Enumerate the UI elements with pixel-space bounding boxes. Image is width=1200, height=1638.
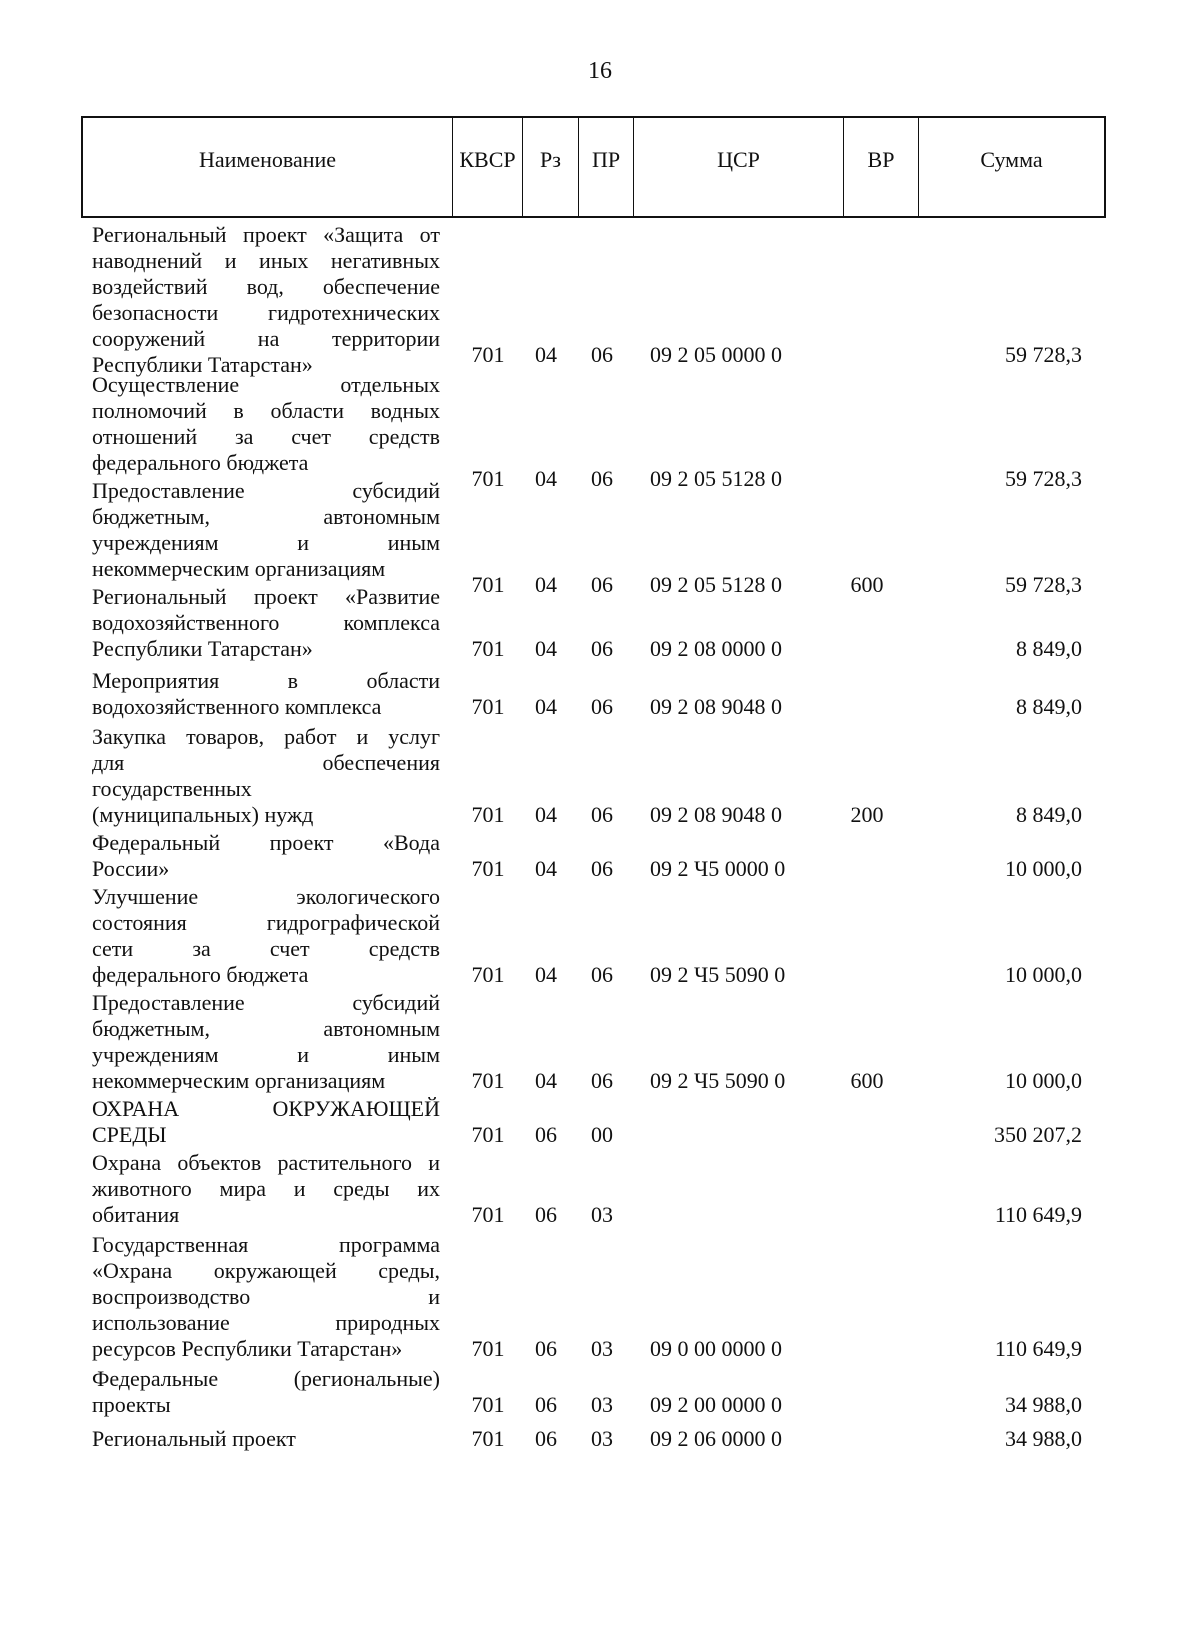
row-name-line: Республики Татарстан» [92,352,313,377]
header-name: Наименование [83,118,453,216]
row-csr: 09 2 Ч5 5090 0 [650,962,786,987]
row-name-line: Закупка товаров, работ и услуг [92,724,440,749]
row-name-line: федерального бюджета [92,450,309,475]
row-csr: 09 2 Ч5 0000 0 [650,856,786,881]
header-csr: ЦСР [634,118,844,216]
row-sum: 10 000,0 [1005,1068,1082,1093]
row-kvsr: 701 [471,1336,505,1361]
row-sum: 110 649,9 [994,1202,1082,1227]
row-pr: 06 [591,694,613,719]
row-name-line: государственных [92,776,252,801]
row-name [92,884,440,988]
row-name-line: федерального бюджета [92,962,309,987]
row-pr: 03 [591,1336,613,1361]
row-name-line: Охрана объектов растительного и [92,1150,440,1175]
row-kvsr: 701 [471,856,505,881]
row-kvsr: 701 [471,636,505,661]
table-row [0,884,1200,988]
row-pr: 03 [591,1426,613,1451]
row-name-line: воздействий вод, обеспечение [92,274,440,299]
row-rz: 04 [535,466,557,491]
row-name-line: некоммерческим организациям [92,556,386,581]
row-vr: 600 [850,572,884,597]
row-pr: 03 [591,1392,613,1417]
row-pr: 06 [591,572,613,597]
row-name-line: сети за счет средств [92,936,440,961]
row-rz: 04 [535,694,557,719]
row-csr: 09 2 05 5128 0 [650,572,782,597]
row-name-line: водохозяйственного комплекса [92,694,382,719]
table-row [0,830,1200,882]
row-name-line: учреждениям и иным [92,530,440,555]
row-pr: 06 [591,962,613,987]
row-sum: 59 728,3 [1005,466,1082,491]
row-sum: 59 728,3 [1005,342,1082,367]
row-csr: 09 2 05 0000 0 [650,342,782,367]
row-name [92,830,440,882]
row-pr: 06 [591,802,613,827]
row-name-line: обитания [92,1202,180,1227]
row-name-line: бюджетным, автономным [92,504,440,529]
row-name-line: Федеральные (региональные) [92,1366,440,1391]
row-kvsr: 701 [471,342,505,367]
table-row [0,668,1200,720]
row-sum: 8 849,0 [1016,802,1082,827]
row-name-line: воспроизводство и [92,1284,440,1309]
row-kvsr: 701 [471,802,505,827]
row-name-line: бюджетным, автономным [92,1016,440,1041]
row-pr: 00 [591,1122,613,1147]
header-rz: Рз [523,118,579,216]
row-name [92,1232,440,1362]
row-name-line: Региональный проект [92,1426,296,1451]
row-rz: 04 [535,572,557,597]
row-name-line: Осуществление отдельных [92,372,440,397]
row-name-line: сооружений на территории [92,326,440,351]
table-row [0,478,1200,598]
row-name [92,478,440,598]
row-pr: 06 [591,466,613,491]
row-rz: 04 [535,962,557,987]
row-name [92,222,440,377]
row-name [92,372,440,492]
row-name-line: использование природных [92,1310,440,1335]
row-kvsr: 701 [471,962,505,987]
header-kvsr: КВСР [453,118,523,216]
row-rz: 04 [535,1068,557,1093]
row-name-line: наводнений и иных негативных [92,248,440,273]
header-pr: ПР [579,118,634,216]
table-row [0,1426,1200,1452]
row-name [92,1096,440,1148]
row-kvsr: 701 [471,572,505,597]
row-kvsr: 701 [471,694,505,719]
row-sum: 350 207,2 [994,1122,1082,1147]
row-name-line: России» [92,856,170,881]
table-row [0,1150,1200,1228]
row-name-line: Региональный проект «Защита от [92,222,440,247]
row-name-line: Предоставление субсидий [92,990,440,1015]
row-vr: 200 [850,802,884,827]
row-rz: 06 [535,1202,557,1227]
row-kvsr: 701 [471,1392,505,1417]
row-pr: 06 [591,342,613,367]
table-row [0,724,1200,828]
row-sum: 59 728,3 [1005,572,1082,597]
row-pr: 03 [591,1202,613,1227]
row-kvsr: 701 [471,1122,505,1147]
row-name [92,1150,440,1228]
row-rz: 06 [535,1336,557,1361]
row-csr: 09 2 08 9048 0 [650,694,782,719]
row-name-line: безопасности гидротехнических [92,300,440,325]
table-row [0,1366,1200,1418]
row-name-line: состояния гидрографической [92,910,440,935]
row-rz: 04 [535,802,557,827]
row-name [92,1366,440,1418]
row-pr: 06 [591,856,613,881]
row-name-line: Республики Татарстан» [92,636,313,661]
row-name-line: ОХРАНА ОКРУЖАЮЩЕЙ [92,1096,440,1121]
table-row [0,222,1200,377]
row-csr: 09 2 08 0000 0 [650,636,782,661]
row-name-line: отношений за счет средств [92,424,440,449]
row-kvsr: 701 [471,1426,505,1451]
row-name-line: Региональный проект «Развитие [92,584,440,609]
row-name-line: «Охрана окружающей среды, [92,1258,440,1283]
row-rz: 06 [535,1426,557,1451]
row-name-line: Улучшение экологического [92,884,440,909]
row-name-line: для обеспечения [92,750,440,775]
row-name-line: СРЕДЫ [92,1122,167,1147]
row-vr: 600 [850,1068,884,1093]
row-rz: 06 [535,1392,557,1417]
row-name-line: Предоставление субсидий [92,478,440,503]
row-name [92,1426,440,1452]
table-row [0,1096,1200,1148]
row-rz: 04 [535,636,557,661]
row-sum: 8 849,0 [1016,694,1082,719]
row-csr: 09 2 08 9048 0 [650,802,782,827]
row-csr: 09 2 00 0000 0 [650,1392,782,1417]
row-sum: 10 000,0 [1005,962,1082,987]
row-csr: 09 2 06 0000 0 [650,1426,782,1451]
row-name-line: Государственная программа [92,1232,440,1257]
row-rz: 06 [535,1122,557,1147]
row-kvsr: 701 [471,466,505,491]
row-csr: 09 0 00 0000 0 [650,1336,782,1361]
row-name [92,584,440,662]
row-rz: 04 [535,342,557,367]
row-name-line: Федеральный проект «Вода [92,830,440,855]
row-name [92,724,440,828]
row-name-line: Мероприятия в области [92,668,440,693]
row-pr: 06 [591,1068,613,1093]
row-sum: 34 988,0 [1005,1426,1082,1451]
row-name-line: (муниципальных) нужд [92,802,314,827]
table-row [0,990,1200,1094]
table-row [0,372,1200,492]
table-header [81,116,1106,218]
row-name-line: полномочий в области водных [92,398,440,423]
row-sum: 110 649,9 [994,1336,1082,1361]
row-kvsr: 701 [471,1202,505,1227]
table-row [0,1232,1200,1362]
row-sum: 10 000,0 [1005,856,1082,881]
table-row [0,584,1200,662]
row-name-line: водохозяйственного комплекса [92,610,440,635]
row-sum: 8 849,0 [1016,636,1082,661]
row-name [92,668,440,720]
row-name-line: животного мира и среды их [92,1176,440,1201]
row-kvsr: 701 [471,1068,505,1093]
row-csr: 09 2 Ч5 5090 0 [650,1068,786,1093]
row-pr: 06 [591,636,613,661]
row-name-line: ресурсов Республики Татарстан» [92,1336,403,1361]
row-name-line: проекты [92,1392,171,1417]
row-name-line: некоммерческим организациям [92,1068,386,1093]
header-vr: ВР [844,118,919,216]
row-csr: 09 2 05 5128 0 [650,466,782,491]
row-name [92,990,440,1094]
row-name-line: учреждениям и иным [92,1042,440,1067]
row-rz: 04 [535,856,557,881]
page-number: 16 [588,58,612,84]
header-sum: Сумма [980,147,1043,172]
row-sum: 34 988,0 [1005,1392,1082,1417]
